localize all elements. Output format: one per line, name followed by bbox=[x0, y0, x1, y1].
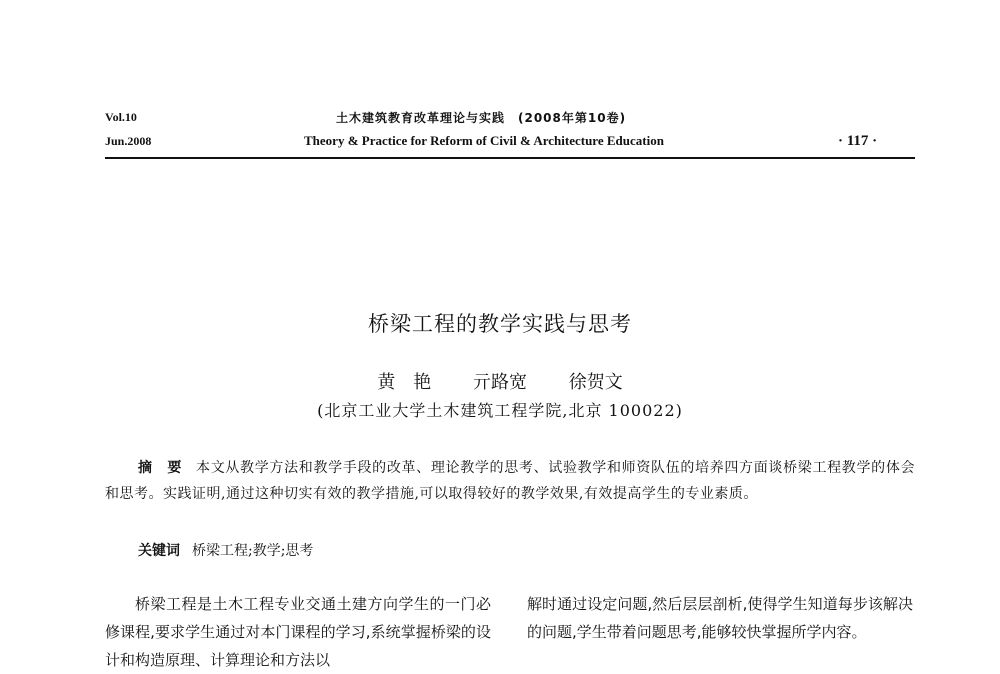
author-name: 徐贺文 bbox=[568, 372, 623, 393]
issue-date: Jun.2008 bbox=[105, 134, 152, 148]
article-title: 桥梁工程的教学实践与思考 bbox=[368, 312, 632, 336]
keywords-label: 关键词 bbox=[138, 543, 180, 559]
keywords bbox=[138, 540, 313, 560]
abstract-label: 摘 要 bbox=[138, 460, 183, 476]
author-name: 黄 艳 bbox=[377, 372, 432, 393]
journal-title-en: Theory & Practice for Reform of Civil & Architecture Education bbox=[304, 133, 664, 148]
header-rule bbox=[105, 157, 915, 159]
author-name: 亓路宽 bbox=[473, 372, 527, 393]
abstract bbox=[105, 455, 915, 507]
author-list bbox=[0, 368, 1000, 394]
page-number: · 117 · bbox=[838, 133, 878, 149]
affiliation: (北京工业大学土木建筑工程学院,北京 100022) bbox=[317, 401, 683, 420]
keywords-text: 桥梁工程;教学;思考 bbox=[192, 543, 314, 559]
body-right-column: 解时通过设定问题,然后层层剖析,使得学生知道每步该解决的问题,学生带着问题思考,能够较快掌握所学内容。 bbox=[527, 595, 913, 641]
journal-title-cn: 土木建筑教育改革理论与实践 (2008年第10卷) bbox=[336, 111, 627, 125]
body-left-column: 桥梁工程是土木工程专业交通土建方向学生的一门必修课程,要求学生通过对本门课程的学习,系统掌握桥梁的设计和构造原理、计算理论和方法以 bbox=[105, 595, 491, 669]
volume-label: Vol.10 bbox=[105, 110, 137, 124]
abstract-text: 本文从教学方法和教学手段的改革、理论教学的思考、试验教学和师资队伍的培养四方面谈桥梁工程教学的体会和思考。实践证明,通过这种切实有效的教学措施,可以取得较好的教学效果,有效提高学生的专业素质。 bbox=[105, 460, 915, 502]
